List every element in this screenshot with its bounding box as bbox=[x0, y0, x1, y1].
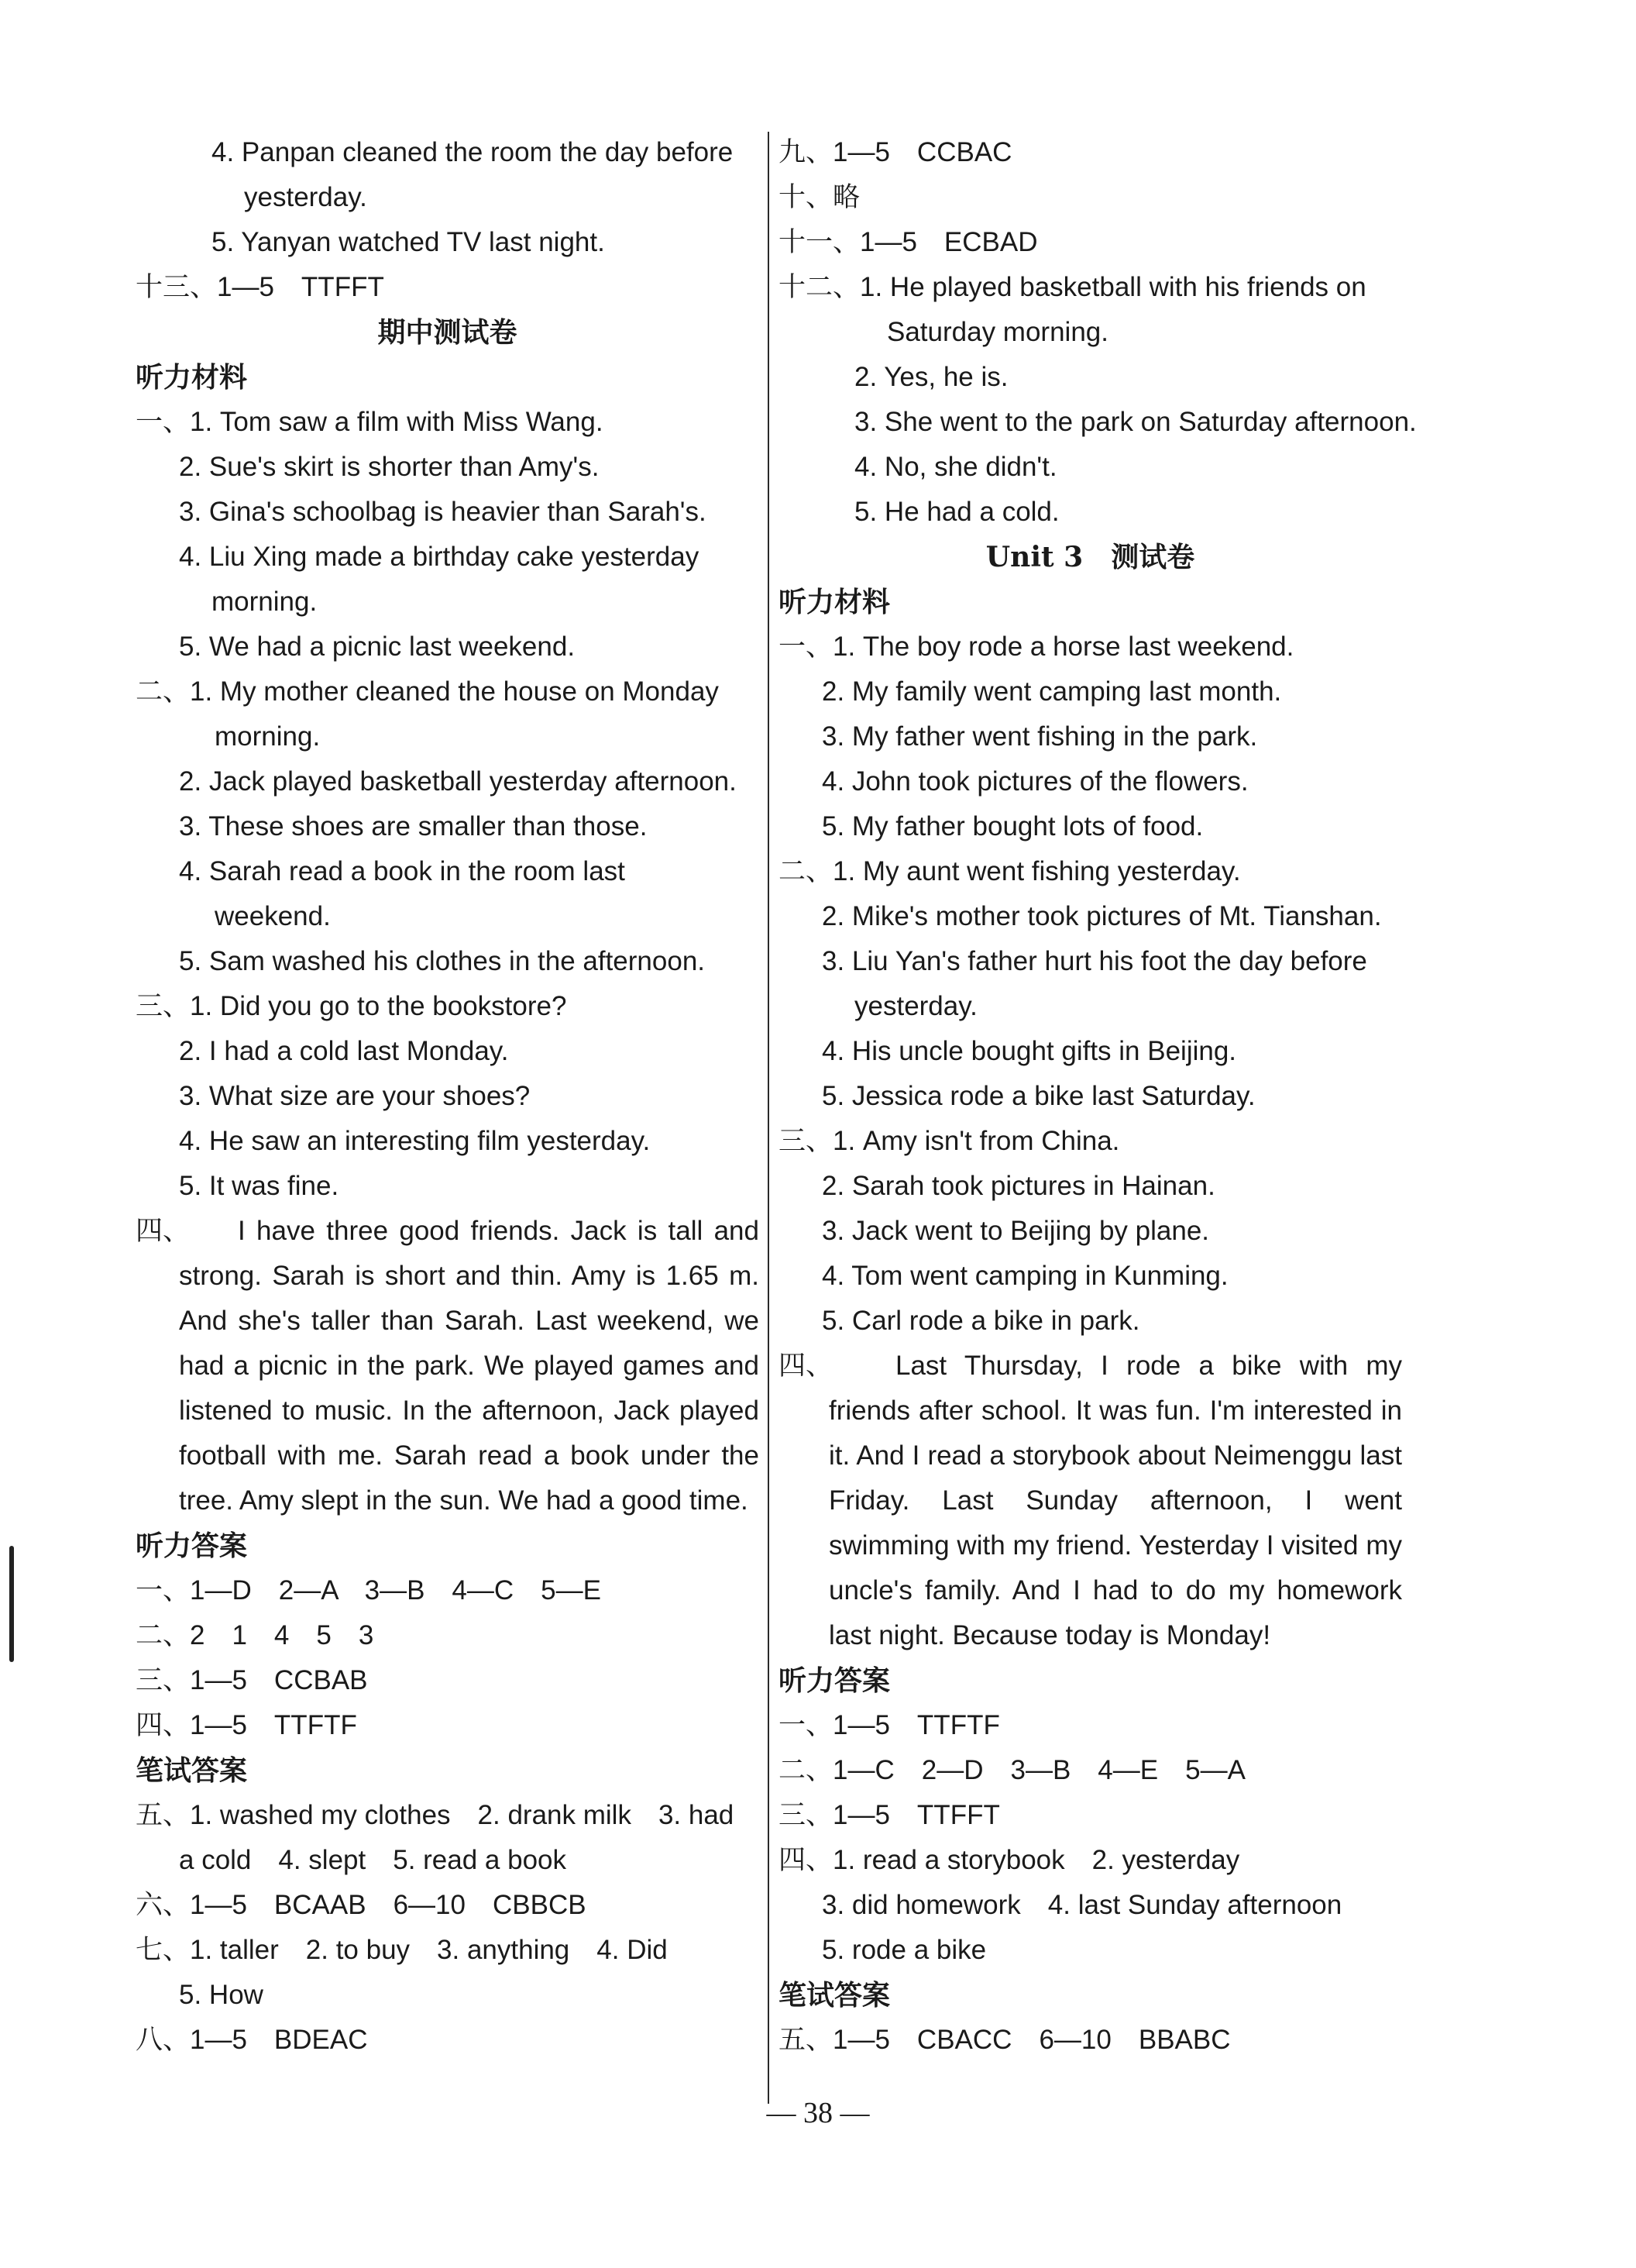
text-line: 5. We had a picnic last weekend. bbox=[179, 632, 576, 662]
section-title-unit3: Unit 3 测试卷 bbox=[985, 541, 1195, 573]
scan-mark bbox=[9, 1546, 14, 1662]
passage-text: I have three good friends. Jack is tall and strong. Sarah is short and thin. Amy is 1.65 m. And she's taller than Sarah. Last weekend, we had a picnic in the park. We played games and listened to music. In the afternoon, Jack played football with me. Sarah read a book under the tree. Amy slept in the sun. We had a good time. bbox=[179, 1216, 759, 1516]
text-line: 4. John took pictures of the flowers. bbox=[822, 766, 1249, 797]
answer-line: Saturday morning. bbox=[887, 317, 1108, 347]
text-line: yesterday. bbox=[854, 991, 978, 1021]
text-line: 3. Gina's schoolbag is heavier than Sarah's. bbox=[179, 497, 706, 527]
text-line: 3. Jack went to Beijing by plane. bbox=[822, 1216, 1210, 1246]
answer-line: 一、1—5 TTFTF bbox=[778, 1710, 1000, 1740]
answer-line: 七、1. taller 2. to buy 3. anything 4. Did bbox=[136, 1935, 668, 1965]
text-line: 5. Sam washed his clothes in the afternoon. bbox=[179, 946, 706, 976]
heading-written-answers: 笔试答案 bbox=[136, 1754, 248, 1786]
text-line: 4. Tom went camping in Kunming. bbox=[822, 1261, 1229, 1291]
passage-block bbox=[778, 1344, 1402, 1658]
column-divider bbox=[768, 132, 769, 2104]
answer-line: 5. rode a bike bbox=[822, 1935, 987, 1965]
passage-label: 四、 bbox=[778, 1351, 833, 1381]
text-line: yesterday. bbox=[244, 182, 367, 212]
answer-line: 4. No, she didn't. bbox=[854, 452, 1057, 482]
text-line: 2. Sarah took pictures in Hainan. bbox=[822, 1171, 1215, 1201]
text-line: 4. Panpan cleaned the room the day before bbox=[211, 137, 734, 167]
text-line: 5. It was fine. bbox=[179, 1171, 339, 1201]
answer-line: 3. She went to the park on Saturday afternoon. bbox=[854, 407, 1417, 437]
text-line: 2. Sue's skirt is shorter than Amy's. bbox=[179, 452, 600, 482]
answer-line: 二、1—C 2—D 3—B 4—E 5—A bbox=[778, 1755, 1246, 1785]
heading-listening-material: 听力材料 bbox=[136, 361, 248, 393]
answer-line: 十三、1—5 TTFFT bbox=[136, 272, 384, 302]
text-line: 4. His uncle bought gifts in Beijing. bbox=[822, 1036, 1237, 1066]
text-line: 2. My family went camping last month. bbox=[822, 676, 1282, 707]
text-line: 3. These shoes are smaller than those. bbox=[179, 811, 648, 841]
heading-listening-material: 听力材料 bbox=[778, 586, 891, 618]
text-line: 3. What size are your shoes? bbox=[179, 1081, 531, 1111]
text-line: 5. Carl rode a bike in park. bbox=[822, 1306, 1140, 1336]
answer-line: 3. did homework 4. last Sunday afternoon bbox=[822, 1890, 1342, 1920]
text-line: 5. Jessica rode a bike last Saturday. bbox=[822, 1081, 1256, 1111]
answer-line: 5. He had a cold. bbox=[854, 497, 1060, 527]
page-number: — 38 — bbox=[766, 2097, 870, 2129]
text-line: 2. I had a cold last Monday. bbox=[179, 1036, 509, 1066]
text-line: morning. bbox=[211, 587, 318, 617]
passage-text: Last Thursday, I rode a bike with my friends after school. It was fun. I'm interested in it. And I read a storybook about Neimenggu last Friday. Last Sunday afternoon, I went swimming with my friend. Yesterday I visited my uncle's family. And I had to do my homework last night. Because today is Monday! bbox=[829, 1351, 1402, 1650]
answer-line: 2. Yes, he is. bbox=[854, 362, 1009, 392]
section-title-midterm: 期中测试卷 bbox=[377, 316, 517, 349]
text-line: 一、1. Tom saw a film with Miss Wang. bbox=[136, 407, 603, 437]
answer-line: 八、1—5 BDEAC bbox=[136, 2025, 368, 2055]
text-line: 4. Sarah read a book in the room last bbox=[179, 856, 625, 886]
text-line: 4. Liu Xing made a birthday cake yesterday bbox=[179, 542, 699, 572]
text-line: 3. Liu Yan's father hurt his foot the day before bbox=[822, 946, 1367, 976]
heading-listening-answers: 听力答案 bbox=[136, 1530, 248, 1561]
answer-line: 十二、1. He played basketball with his friends on bbox=[778, 272, 1366, 302]
answer-line: 四、1—5 TTFTF bbox=[136, 1710, 357, 1740]
answer-line: 九、1—5 CCBAC bbox=[778, 137, 1012, 167]
answer-line: 二、2 1 4 5 3 bbox=[136, 1620, 374, 1650]
heading-listening-answers: 听力答案 bbox=[778, 1664, 891, 1696]
text-line: weekend. bbox=[215, 901, 331, 931]
heading-written-answers: 笔试答案 bbox=[778, 1979, 891, 2011]
passage-block bbox=[136, 1209, 759, 1523]
text-line: 5. My father bought lots of food. bbox=[822, 811, 1204, 841]
text-line: 2. Mike's mother took pictures of Mt. Tianshan. bbox=[822, 901, 1382, 931]
left-column bbox=[136, 130, 759, 2063]
answer-line: 十、略 bbox=[778, 182, 861, 212]
right-column bbox=[778, 130, 1417, 2063]
answer-line: 四、1. read a storybook 2. yesterday bbox=[778, 1845, 1240, 1875]
answer-line: 三、1—5 CCBAB bbox=[136, 1665, 368, 1695]
answer-line: 六、1—5 BCAAB 6—10 CBBCB bbox=[136, 1890, 586, 1920]
passage-label: 四、 bbox=[136, 1216, 191, 1246]
text-line: morning. bbox=[215, 721, 321, 752]
answer-line: a cold 4. slept 5. read a book bbox=[179, 1845, 567, 1875]
answer-line: 五、1—5 CBACC 6—10 BBABC bbox=[778, 2025, 1231, 2055]
answer-line: 十一、1—5 ECBAD bbox=[778, 227, 1038, 257]
text-line: 一、1. The boy rode a horse last weekend. bbox=[778, 632, 1294, 662]
text-line: 二、1. My aunt went fishing yesterday. bbox=[778, 856, 1241, 886]
answer-line: 一、1—D 2—A 3—B 4—C 5—E bbox=[136, 1575, 601, 1605]
text-line: 三、1. Amy isn't from China. bbox=[778, 1126, 1120, 1156]
text-line: 4. He saw an interesting film yesterday. bbox=[179, 1126, 651, 1156]
text-line: 5. Yanyan watched TV last night. bbox=[211, 227, 605, 257]
text-line: 三、1. Did you go to the bookstore? bbox=[136, 991, 567, 1021]
answer-line: 三、1—5 TTFFT bbox=[778, 1800, 1000, 1830]
answer-line: 五、1. washed my clothes 2. drank milk 3. had bbox=[136, 1800, 734, 1830]
answer-line: 5. How bbox=[179, 1980, 263, 2010]
text-line: 2. Jack played basketball yesterday afternoon. bbox=[179, 766, 737, 797]
text-line: 二、1. My mother cleaned the house on Monday bbox=[136, 676, 719, 707]
text-line: 3. My father went fishing in the park. bbox=[822, 721, 1258, 752]
